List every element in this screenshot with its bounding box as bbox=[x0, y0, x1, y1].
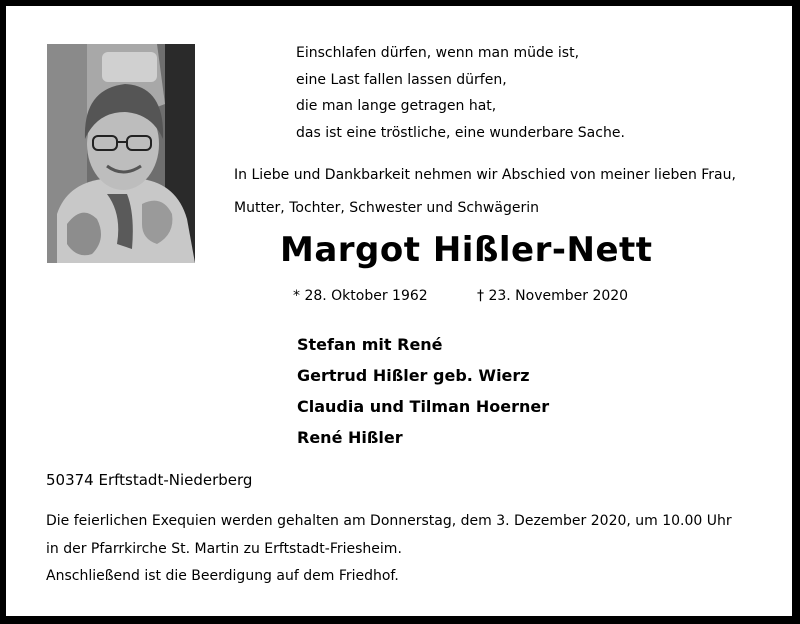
poem-line: Einschlafen dürfen, wenn man müde ist, bbox=[296, 45, 580, 61]
obituary-card bbox=[6, 6, 792, 616]
deceased-name: Margot Hißler-Nett bbox=[280, 230, 653, 270]
poem-line: eine Last fallen lassen dürfen, bbox=[296, 71, 507, 88]
mourner-name: René Hißler bbox=[297, 428, 403, 447]
portrait-photo bbox=[47, 44, 195, 263]
poem-line: das ist eine tröstliche, eine wunderbare Sache. bbox=[296, 124, 625, 141]
burial-notice: Anschließend ist die Beerdigung auf dem Friedhof. bbox=[46, 568, 399, 584]
mourner-name: Gertrud Hißler geb. Wierz bbox=[297, 366, 530, 385]
intro-line: Mutter, Tochter, Schwester und Schwägerin bbox=[234, 200, 539, 216]
place-line: 50374 Erftstadt-Niederberg bbox=[46, 471, 253, 489]
mourner-name: Stefan mit René bbox=[297, 335, 443, 354]
intro-line: In Liebe und Dankbarkeit nehmen wir Abschied von meiner lieben Frau, bbox=[234, 167, 736, 183]
mourners-list bbox=[297, 329, 549, 453]
birth-date: * 28. Oktober 1962 bbox=[293, 288, 428, 304]
poem-line: die man lange getragen hat, bbox=[296, 98, 497, 114]
mourner-name: Claudia und Tilman Hoerner bbox=[297, 397, 550, 416]
farewell-intro bbox=[234, 159, 736, 225]
poem bbox=[296, 40, 625, 146]
service-notice bbox=[46, 507, 732, 563]
death-date: † 23. November 2020 bbox=[477, 288, 629, 304]
service-line: in der Pfarrkirche St. Martin zu Erftstadt-Friesheim. bbox=[46, 541, 402, 557]
service-line: Die feierlichen Exequien werden gehalten am Donnerstag, dem 3. Dezember 2020, um 10.00 Uhr bbox=[46, 513, 732, 529]
